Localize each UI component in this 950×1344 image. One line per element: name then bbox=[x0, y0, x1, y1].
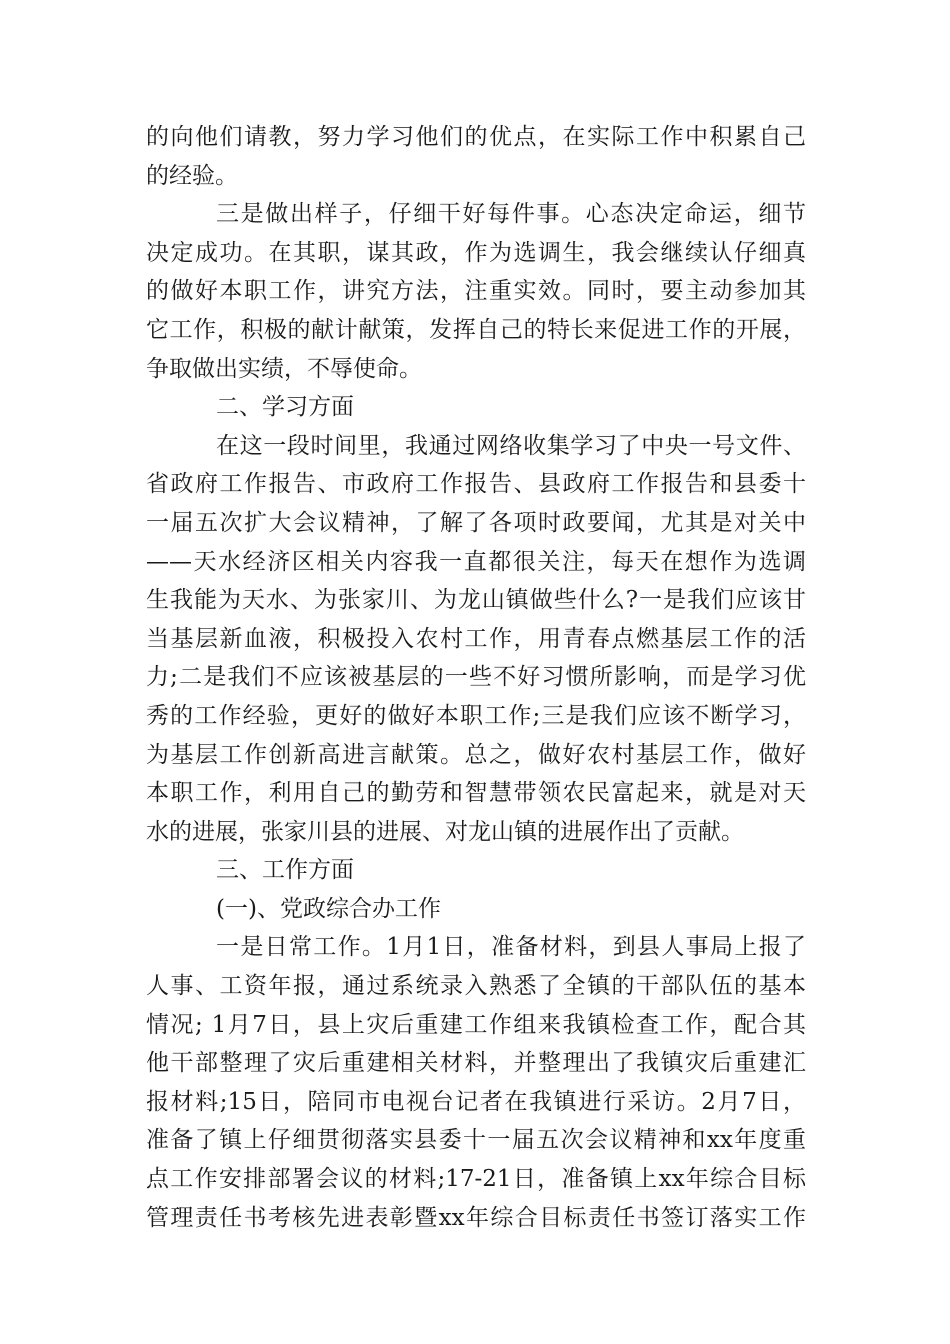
text-line: ——天水经济区相关内容我一直都很关注，每天在想作为选调 bbox=[146, 548, 806, 575]
text-line: 它工作，积极的献计献策，发挥自己的特长来促进工作的开展， bbox=[146, 316, 806, 343]
text-line: 水的进展，张家川县的进展、对龙山镇的进展作出了贡献。 bbox=[146, 818, 744, 845]
text-line: 二、学习方面 bbox=[216, 394, 354, 421]
text-line: 点工作安排部署会议的材料;17-21日，准备镇上xx年综合目标 bbox=[146, 1166, 806, 1193]
text-line: 省政府工作报告、市政府工作报告、县政府工作报告和县委十 bbox=[146, 471, 806, 498]
text-line: 争取做出实绩，不辱使命。 bbox=[146, 355, 422, 382]
text-line: 情况; 1月7日，县上灾后重建工作组来我镇检查工作，配合其 bbox=[146, 1011, 806, 1038]
text-line: 的经验。 bbox=[146, 162, 238, 189]
text-line: 三是做出样子，仔细干好每件事。心态决定命运，细节 bbox=[216, 201, 806, 228]
text-line: 管理责任书考核先进表彰暨xx年综合目标责任书签订落实工作 bbox=[146, 1204, 806, 1231]
text-line: 在这一段时间里，我通过网络收集学习了中央一号文件、 bbox=[216, 432, 806, 459]
text-line: 力;二是我们不应该被基层的一些不好习惯所影响，而是学习优 bbox=[146, 664, 806, 691]
text-line: 的向他们请教，努力学习他们的优点，在实际工作中积累自己 bbox=[146, 124, 806, 150]
text-line: 决定成功。在其职，谋其政，作为选调生，我会继续认仔细真 bbox=[146, 239, 806, 266]
text-line: 一届五次扩大会议精神，了解了各项时政要闻，尤其是对关中 bbox=[146, 509, 806, 536]
text-line: 当基层新血液，积极投入农村工作，用青春点燃基层工作的活 bbox=[146, 625, 806, 652]
text-line: 准备了镇上仔细贯彻落实县委十一届五次会议精神和xx年度重 bbox=[146, 1127, 806, 1154]
text-line: 本职工作，利用自己的勤劳和智慧带领农民富起来，就是对天 bbox=[146, 780, 806, 807]
text-line: 的做好本职工作，讲究方法，注重实效。同时，要主动参加其 bbox=[146, 278, 806, 305]
text-line: 一是日常工作。1月1日，准备材料，到县人事局上报了 bbox=[216, 934, 806, 961]
text-line: 为基层工作创新高进言献策。总之，做好农村基层工作，做好 bbox=[146, 741, 806, 768]
text-line: 生我能为天水、为张家川、为龙山镇做些什么?一是我们应该甘 bbox=[146, 587, 806, 614]
text-line: 他干部整理了灾后重建相关材料，并整理出了我镇灾后重建汇 bbox=[146, 1050, 806, 1077]
text-line: 秀的工作经验，更好的做好本职工作;三是我们应该不断学习， bbox=[146, 702, 806, 729]
document-body bbox=[146, 118, 806, 1237]
text-line: 人事、工资年报，通过系统录入熟悉了全镇的干部队伍的基本 bbox=[146, 973, 806, 1000]
text-line: 报材料;15日，陪同市电视台记者在我镇进行采访。2月7日， bbox=[146, 1088, 806, 1115]
text-line: (一)、党政综合办工作 bbox=[216, 895, 441, 922]
text-line: 三、工作方面 bbox=[216, 857, 354, 884]
